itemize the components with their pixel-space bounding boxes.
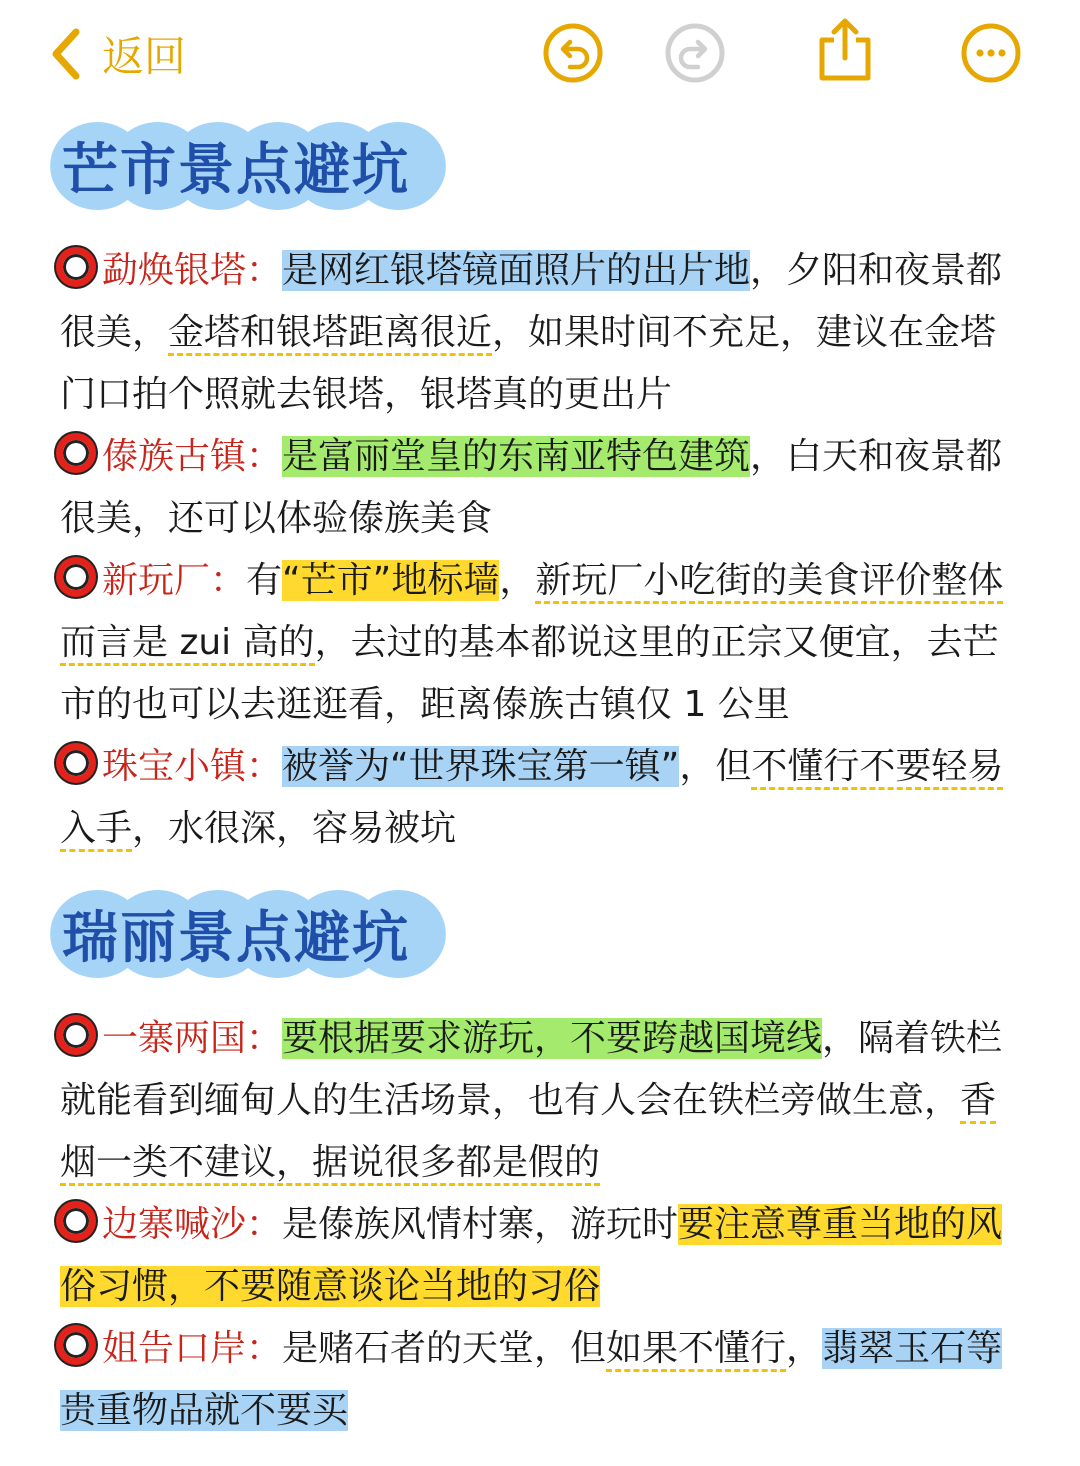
body-text: ，白天和夜景都很美，还可以体验傣族美食 <box>60 436 1003 539</box>
highlighted-text-ul: 金塔和银塔距离很近 <box>168 312 492 356</box>
body-text: ， <box>499 560 536 601</box>
highlighted-text-hl-green: 要根据要求游玩，不要跨越国境线 <box>282 1018 823 1059</box>
section-title-text: 芒市景点避坑 <box>62 138 410 203</box>
top-toolbar <box>0 0 1080 110</box>
attraction-name: 姐告口岸： <box>102 1328 283 1369</box>
body-text: 是傣族风情村寨，游玩时 <box>282 1204 679 1245</box>
red-ring-icon <box>56 247 96 287</box>
attraction-name: 一寨两国： <box>102 1018 283 1059</box>
attraction-name: 边寨喊沙： <box>102 1204 283 1245</box>
highlighted-text-ul: 新玩厂小吃街的美食评价整体而言是 zui 高的 <box>60 560 1003 666</box>
undo-icon[interactable] <box>542 22 604 84</box>
share-icon[interactable] <box>814 16 876 82</box>
body-text: ，如果时间不充足，建议在金塔门口拍个照就去银塔，银塔真的更出片 <box>60 312 997 415</box>
attraction-entry <box>60 240 1032 426</box>
body-text: 有 <box>246 560 283 601</box>
note-content <box>0 120 1080 1442</box>
section-body <box>0 240 1080 860</box>
highlighted-text-hl-green: 是富丽堂皇的东南亚特色建筑 <box>282 436 751 477</box>
highlighted-text-hl-blue: 是网红银塔镜面照片的出片地 <box>282 250 751 291</box>
body-text: ，但 <box>679 746 752 787</box>
section-title <box>48 120 1080 220</box>
highlighted-text-ul: 如果不懂行 <box>606 1328 786 1372</box>
section-title-text: 瑞丽景点避坑 <box>62 906 410 971</box>
section-title-bubble <box>48 120 448 212</box>
section-body <box>0 1008 1080 1442</box>
attraction-entry <box>60 1008 1032 1194</box>
body-text: 是赌石者的天堂，但 <box>282 1328 607 1369</box>
attraction-entry <box>60 426 1032 550</box>
attraction-entry <box>60 550 1032 736</box>
red-ring-icon <box>56 1201 96 1241</box>
red-ring-icon <box>56 743 96 783</box>
attraction-entry <box>60 736 1032 860</box>
attraction-name: 珠宝小镇： <box>102 746 283 787</box>
body-text: ， <box>786 1328 823 1369</box>
red-ring-icon <box>56 433 96 473</box>
highlighted-text-hl-blue: 翡翠玉石等贵重物品就不要买 <box>60 1328 1003 1431</box>
more-icon[interactable] <box>960 22 1022 84</box>
attraction-entry <box>60 1194 1032 1318</box>
attraction-name: 勐焕银塔： <box>102 250 283 291</box>
attraction-name: 新玩厂： <box>102 560 247 601</box>
attraction-name: 傣族古镇： <box>102 436 283 477</box>
red-ring-icon <box>56 1015 96 1055</box>
back-label: 返回 <box>102 32 187 81</box>
section-title-bubble <box>48 888 448 980</box>
red-ring-icon <box>56 557 96 597</box>
body-text: ，夕阳和夜景都很美， <box>60 250 1003 353</box>
highlighted-text-hl-blue: 被誉为“世界珠宝第一镇” <box>282 746 680 787</box>
highlighted-text-hl-yellow: “芒市”地标墙 <box>282 560 500 601</box>
highlighted-text-ul: 香烟一类不建议，据说很多都是假的 <box>60 1080 996 1186</box>
back-button[interactable] <box>48 24 186 84</box>
body-text: ，去过的基本都说这里的正宗又便宜，去芒市的也可以去逛逛看，距离傣族古镇仅 1 公里 <box>60 622 999 725</box>
body-text: ，隔着铁栏就能看到缅甸人的生活场景，也有人会在铁栏旁做生意， <box>60 1018 1003 1121</box>
redo-icon[interactable] <box>664 22 726 84</box>
highlighted-text-hl-yellow: 要注意尊重当地的风俗习惯，不要随意谈论当地的习俗 <box>60 1204 1003 1307</box>
attraction-entry <box>60 1318 1032 1442</box>
red-ring-icon <box>56 1325 96 1365</box>
section-title <box>48 888 1080 988</box>
chevron-left-icon <box>48 26 84 82</box>
highlighted-text-ul: 不懂行不要轻易入手 <box>60 746 1003 852</box>
body-text: ，水很深，容易被坑 <box>132 808 457 849</box>
